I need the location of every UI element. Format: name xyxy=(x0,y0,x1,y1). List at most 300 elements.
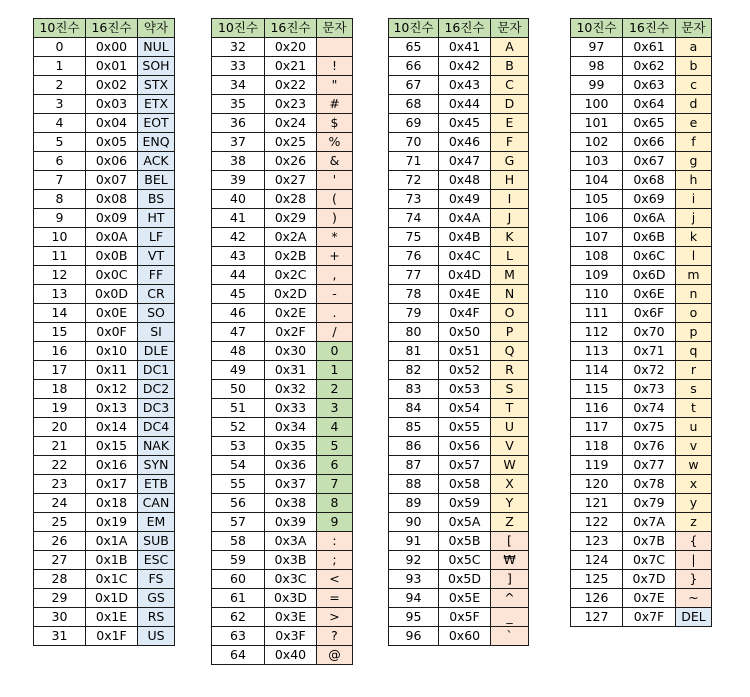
hex-cell: 0x2E xyxy=(265,304,317,323)
decimal-cell: 92 xyxy=(389,551,439,570)
hex-cell: 0x63 xyxy=(623,76,676,95)
char-cell: 0 xyxy=(317,342,353,361)
char-cell: LF xyxy=(138,228,175,247)
hex-cell: 0x73 xyxy=(623,380,676,399)
hex-cell: 0x3B xyxy=(265,551,317,570)
decimal-cell: 95 xyxy=(389,608,439,627)
char-cell xyxy=(317,38,353,57)
table-row xyxy=(571,532,712,551)
decimal-cell: 81 xyxy=(389,342,439,361)
char-cell: * xyxy=(317,228,353,247)
char-cell: 5 xyxy=(317,437,353,456)
char-cell: : xyxy=(317,532,353,551)
decimal-cell: 9 xyxy=(34,209,86,228)
hex-cell: 0x15 xyxy=(86,437,138,456)
decimal-cell: 44 xyxy=(212,266,265,285)
hex-cell: 0x3C xyxy=(265,570,317,589)
decimal-cell: 93 xyxy=(389,570,439,589)
table-row xyxy=(212,532,353,551)
hex-cell: 0x36 xyxy=(265,456,317,475)
table-row xyxy=(389,266,529,285)
hex-cell: 0x6D xyxy=(623,266,676,285)
table-row xyxy=(212,228,353,247)
char-cell: US xyxy=(138,627,175,646)
decimal-cell: 73 xyxy=(389,190,439,209)
hex-cell: 0x5D xyxy=(439,570,491,589)
decimal-cell: 26 xyxy=(34,532,86,551)
table-row xyxy=(389,418,529,437)
hex-cell: 0x44 xyxy=(439,95,491,114)
char-cell: ENQ xyxy=(138,133,175,152)
table-row xyxy=(212,475,353,494)
hex-cell: 0x07 xyxy=(86,171,138,190)
table-row xyxy=(389,361,529,380)
header-decimal: 10진수 xyxy=(34,19,86,38)
char-cell: FS xyxy=(138,570,175,589)
table-row xyxy=(571,551,712,570)
header-hex: 16진수 xyxy=(86,19,138,38)
table-row xyxy=(389,133,529,152)
char-cell: _ xyxy=(491,608,529,627)
hex-cell: 0x54 xyxy=(439,399,491,418)
table-row xyxy=(389,247,529,266)
decimal-cell: 117 xyxy=(571,418,623,437)
hex-cell: 0x6B xyxy=(623,228,676,247)
table-row xyxy=(212,266,353,285)
char-cell: 4 xyxy=(317,418,353,437)
table-row xyxy=(389,228,529,247)
hex-cell: 0x0E xyxy=(86,304,138,323)
char-cell: 1 xyxy=(317,361,353,380)
decimal-cell: 84 xyxy=(389,399,439,418)
header-decimal: 10진수 xyxy=(389,19,439,38)
hex-cell: 0x68 xyxy=(623,171,676,190)
table-row xyxy=(34,133,175,152)
table-row xyxy=(389,513,529,532)
decimal-cell: 75 xyxy=(389,228,439,247)
table-row xyxy=(34,247,175,266)
decimal-cell: 21 xyxy=(34,437,86,456)
table-row xyxy=(34,399,175,418)
char-cell: E xyxy=(491,114,529,133)
table-row xyxy=(571,266,712,285)
hex-cell: 0x01 xyxy=(86,57,138,76)
table-row xyxy=(212,285,353,304)
decimal-cell: 42 xyxy=(212,228,265,247)
table-row xyxy=(389,209,529,228)
table-row xyxy=(571,304,712,323)
table-row xyxy=(212,608,353,627)
table-row xyxy=(34,323,175,342)
hex-cell: 0x1B xyxy=(86,551,138,570)
hex-cell: 0x0F xyxy=(86,323,138,342)
hex-cell: 0x47 xyxy=(439,152,491,171)
table-row xyxy=(571,114,712,133)
hex-cell: 0x2D xyxy=(265,285,317,304)
char-cell: SO xyxy=(138,304,175,323)
hex-cell: 0x46 xyxy=(439,133,491,152)
hex-cell: 0x39 xyxy=(265,513,317,532)
table-row xyxy=(389,608,529,627)
table-row xyxy=(571,456,712,475)
decimal-cell: 99 xyxy=(571,76,623,95)
hex-cell: 0x13 xyxy=(86,399,138,418)
table-row xyxy=(212,190,353,209)
decimal-cell: 19 xyxy=(34,399,86,418)
decimal-cell: 82 xyxy=(389,361,439,380)
table-row xyxy=(34,570,175,589)
hex-cell: 0x25 xyxy=(265,133,317,152)
hex-cell: 0x43 xyxy=(439,76,491,95)
hex-cell: 0x0A xyxy=(86,228,138,247)
char-cell: ` xyxy=(491,627,529,646)
hex-cell: 0x45 xyxy=(439,114,491,133)
hex-cell: 0x78 xyxy=(623,475,676,494)
decimal-cell: 62 xyxy=(212,608,265,627)
hex-cell: 0x51 xyxy=(439,342,491,361)
decimal-cell: 6 xyxy=(34,152,86,171)
table-row xyxy=(212,513,353,532)
hex-cell: 0x08 xyxy=(86,190,138,209)
table-row xyxy=(34,266,175,285)
table-row xyxy=(34,589,175,608)
char-cell: % xyxy=(317,133,353,152)
decimal-cell: 70 xyxy=(389,133,439,152)
char-cell: BEL xyxy=(138,171,175,190)
table-row xyxy=(571,323,712,342)
table-row xyxy=(389,171,529,190)
decimal-cell: 51 xyxy=(212,399,265,418)
char-cell: o xyxy=(676,304,712,323)
table-row xyxy=(212,627,353,646)
table-row xyxy=(34,532,175,551)
table-row xyxy=(571,608,712,627)
header-abbr: 약자 xyxy=(138,19,175,38)
table-row xyxy=(571,399,712,418)
char-cell: " xyxy=(317,76,353,95)
hex-cell: 0x62 xyxy=(623,57,676,76)
char-cell: w xyxy=(676,456,712,475)
hex-cell: 0x10 xyxy=(86,342,138,361)
hex-cell: 0x05 xyxy=(86,133,138,152)
char-cell: K xyxy=(491,228,529,247)
hex-cell: 0x7E xyxy=(623,589,676,608)
hex-cell: 0x38 xyxy=(265,494,317,513)
table-row xyxy=(571,152,712,171)
char-cell: FF xyxy=(138,266,175,285)
char-cell: u xyxy=(676,418,712,437)
decimal-cell: 28 xyxy=(34,570,86,589)
char-cell: ACK xyxy=(138,152,175,171)
hex-cell: 0x59 xyxy=(439,494,491,513)
table-row xyxy=(34,494,175,513)
table-row xyxy=(212,570,353,589)
char-cell: f xyxy=(676,133,712,152)
decimal-cell: 91 xyxy=(389,532,439,551)
hex-cell: 0x66 xyxy=(623,133,676,152)
table-row xyxy=(34,114,175,133)
char-cell: ) xyxy=(317,209,353,228)
decimal-cell: 29 xyxy=(34,589,86,608)
table-row xyxy=(34,437,175,456)
char-cell: W xyxy=(491,456,529,475)
char-cell: ' xyxy=(317,171,353,190)
char-cell: RS xyxy=(138,608,175,627)
char-cell: g xyxy=(676,152,712,171)
decimal-cell: 78 xyxy=(389,285,439,304)
decimal-cell: 48 xyxy=(212,342,265,361)
decimal-cell: 35 xyxy=(212,95,265,114)
char-cell: N xyxy=(491,285,529,304)
decimal-cell: 72 xyxy=(389,171,439,190)
hex-cell: 0x5C xyxy=(439,551,491,570)
hex-cell: 0x79 xyxy=(623,494,676,513)
decimal-cell: 56 xyxy=(212,494,265,513)
table-row xyxy=(34,57,175,76)
decimal-cell: 25 xyxy=(34,513,86,532)
hex-cell: 0x28 xyxy=(265,190,317,209)
char-cell: , xyxy=(317,266,353,285)
decimal-cell: 114 xyxy=(571,361,623,380)
hex-cell: 0x50 xyxy=(439,323,491,342)
hex-cell: 0x32 xyxy=(265,380,317,399)
table-row xyxy=(389,570,529,589)
char-cell: & xyxy=(317,152,353,171)
char-cell: VT xyxy=(138,247,175,266)
decimal-cell: 64 xyxy=(212,646,265,665)
decimal-cell: 23 xyxy=(34,475,86,494)
char-cell: B xyxy=(491,57,529,76)
hex-cell: 0x7D xyxy=(623,570,676,589)
ascii-table-symbols-digits xyxy=(211,18,353,665)
char-cell: DEL xyxy=(676,608,712,627)
decimal-cell: 38 xyxy=(212,152,265,171)
hex-cell: 0x09 xyxy=(86,209,138,228)
hex-cell: 0x3F xyxy=(265,627,317,646)
table-row xyxy=(34,380,175,399)
char-cell: ; xyxy=(317,551,353,570)
char-cell: Q xyxy=(491,342,529,361)
table-row xyxy=(571,95,712,114)
decimal-cell: 33 xyxy=(212,57,265,76)
char-cell: r xyxy=(676,361,712,380)
char-cell: d xyxy=(676,95,712,114)
decimal-cell: 106 xyxy=(571,209,623,228)
decimal-cell: 47 xyxy=(212,323,265,342)
hex-cell: 0x70 xyxy=(623,323,676,342)
decimal-cell: 105 xyxy=(571,190,623,209)
char-cell: SUB xyxy=(138,532,175,551)
decimal-cell: 54 xyxy=(212,456,265,475)
table-row xyxy=(212,171,353,190)
char-cell: SI xyxy=(138,323,175,342)
table-row xyxy=(571,494,712,513)
decimal-cell: 12 xyxy=(34,266,86,285)
decimal-cell: 10 xyxy=(34,228,86,247)
hex-cell: 0x58 xyxy=(439,475,491,494)
hex-cell: 0x30 xyxy=(265,342,317,361)
table-row xyxy=(34,513,175,532)
hex-cell: 0x61 xyxy=(623,38,676,57)
decimal-cell: 40 xyxy=(212,190,265,209)
hex-cell: 0x2B xyxy=(265,247,317,266)
table-row xyxy=(389,76,529,95)
char-cell: EM xyxy=(138,513,175,532)
decimal-cell: 124 xyxy=(571,551,623,570)
header-char: 문자 xyxy=(491,19,529,38)
char-cell: DC2 xyxy=(138,380,175,399)
char-cell: ETB xyxy=(138,475,175,494)
char-cell: q xyxy=(676,342,712,361)
char-cell: 6 xyxy=(317,456,353,475)
table-row xyxy=(34,304,175,323)
hex-cell: 0x74 xyxy=(623,399,676,418)
char-cell: y xyxy=(676,494,712,513)
decimal-cell: 22 xyxy=(34,456,86,475)
table-row xyxy=(571,285,712,304)
char-cell: @ xyxy=(317,646,353,665)
decimal-cell: 71 xyxy=(389,152,439,171)
table-row xyxy=(34,551,175,570)
char-cell: DC3 xyxy=(138,399,175,418)
table-row xyxy=(389,342,529,361)
header-decimal: 10진수 xyxy=(571,19,623,38)
table-row xyxy=(571,475,712,494)
table-row xyxy=(212,494,353,513)
header-hex: 16진수 xyxy=(439,19,491,38)
table-row xyxy=(212,152,353,171)
char-cell: ETX xyxy=(138,95,175,114)
decimal-cell: 2 xyxy=(34,76,86,95)
hex-cell: 0x7B xyxy=(623,532,676,551)
hex-cell: 0x75 xyxy=(623,418,676,437)
table-row xyxy=(389,627,529,646)
table-row xyxy=(212,57,353,76)
decimal-cell: 27 xyxy=(34,551,86,570)
char-cell: # xyxy=(317,95,353,114)
hex-cell: 0x3E xyxy=(265,608,317,627)
decimal-cell: 49 xyxy=(212,361,265,380)
decimal-cell: 61 xyxy=(212,589,265,608)
decimal-cell: 100 xyxy=(571,95,623,114)
char-cell: D xyxy=(491,95,529,114)
decimal-cell: 14 xyxy=(34,304,86,323)
table-row xyxy=(34,95,175,114)
char-cell: L xyxy=(491,247,529,266)
decimal-cell: 37 xyxy=(212,133,265,152)
table-row xyxy=(34,76,175,95)
decimal-cell: 87 xyxy=(389,456,439,475)
hex-cell: 0x71 xyxy=(623,342,676,361)
hex-cell: 0x22 xyxy=(265,76,317,95)
header-hex: 16진수 xyxy=(623,19,676,38)
table-row xyxy=(571,570,712,589)
hex-cell: 0x42 xyxy=(439,57,491,76)
decimal-cell: 125 xyxy=(571,570,623,589)
decimal-cell: 60 xyxy=(212,570,265,589)
table-row xyxy=(389,589,529,608)
table-row xyxy=(571,589,712,608)
decimal-cell: 66 xyxy=(389,57,439,76)
char-cell: b xyxy=(676,57,712,76)
table-row xyxy=(212,418,353,437)
table-row xyxy=(571,38,712,57)
hex-cell: 0x1E xyxy=(86,608,138,627)
table-row xyxy=(212,95,353,114)
decimal-cell: 20 xyxy=(34,418,86,437)
decimal-cell: 126 xyxy=(571,589,623,608)
table-row xyxy=(34,38,175,57)
table-row xyxy=(389,57,529,76)
char-cell: M xyxy=(491,266,529,285)
table-row xyxy=(571,190,712,209)
table-row xyxy=(34,361,175,380)
table-row xyxy=(212,380,353,399)
header-hex: 16진수 xyxy=(265,19,317,38)
table-row xyxy=(34,342,175,361)
hex-cell: 0x0C xyxy=(86,266,138,285)
table-row xyxy=(34,608,175,627)
table-row xyxy=(571,209,712,228)
table-row xyxy=(389,95,529,114)
hex-cell: 0x0B xyxy=(86,247,138,266)
hex-cell: 0x1D xyxy=(86,589,138,608)
hex-cell: 0x27 xyxy=(265,171,317,190)
decimal-cell: 97 xyxy=(571,38,623,57)
decimal-cell: 110 xyxy=(571,285,623,304)
hex-cell: 0x55 xyxy=(439,418,491,437)
char-cell: 8 xyxy=(317,494,353,513)
decimal-cell: 94 xyxy=(389,589,439,608)
hex-cell: 0x23 xyxy=(265,95,317,114)
hex-cell: 0x7A xyxy=(623,513,676,532)
decimal-cell: 115 xyxy=(571,380,623,399)
table-row xyxy=(212,304,353,323)
hex-cell: 0x41 xyxy=(439,38,491,57)
decimal-cell: 101 xyxy=(571,114,623,133)
char-cell: V xyxy=(491,437,529,456)
header-decimal: 10진수 xyxy=(212,19,265,38)
hex-cell: 0x11 xyxy=(86,361,138,380)
decimal-cell: 74 xyxy=(389,209,439,228)
table-row xyxy=(34,418,175,437)
char-cell: + xyxy=(317,247,353,266)
hex-cell: 0x06 xyxy=(86,152,138,171)
hex-cell: 0x5B xyxy=(439,532,491,551)
table-row xyxy=(212,114,353,133)
char-cell: P xyxy=(491,323,529,342)
hex-cell: 0x16 xyxy=(86,456,138,475)
ascii-table-control xyxy=(33,18,175,646)
char-cell: e xyxy=(676,114,712,133)
char-cell: ESC xyxy=(138,551,175,570)
decimal-cell: 119 xyxy=(571,456,623,475)
hex-cell: 0x12 xyxy=(86,380,138,399)
hex-cell: 0x3D xyxy=(265,589,317,608)
table-row xyxy=(389,380,529,399)
hex-cell: 0x1A xyxy=(86,532,138,551)
char-cell: - xyxy=(317,285,353,304)
char-cell: v xyxy=(676,437,712,456)
table-row xyxy=(34,475,175,494)
char-cell: ( xyxy=(317,190,353,209)
char-cell: X xyxy=(491,475,529,494)
decimal-cell: 34 xyxy=(212,76,265,95)
table-row xyxy=(212,38,353,57)
table-row xyxy=(212,589,353,608)
decimal-cell: 85 xyxy=(389,418,439,437)
table-row xyxy=(389,551,529,570)
